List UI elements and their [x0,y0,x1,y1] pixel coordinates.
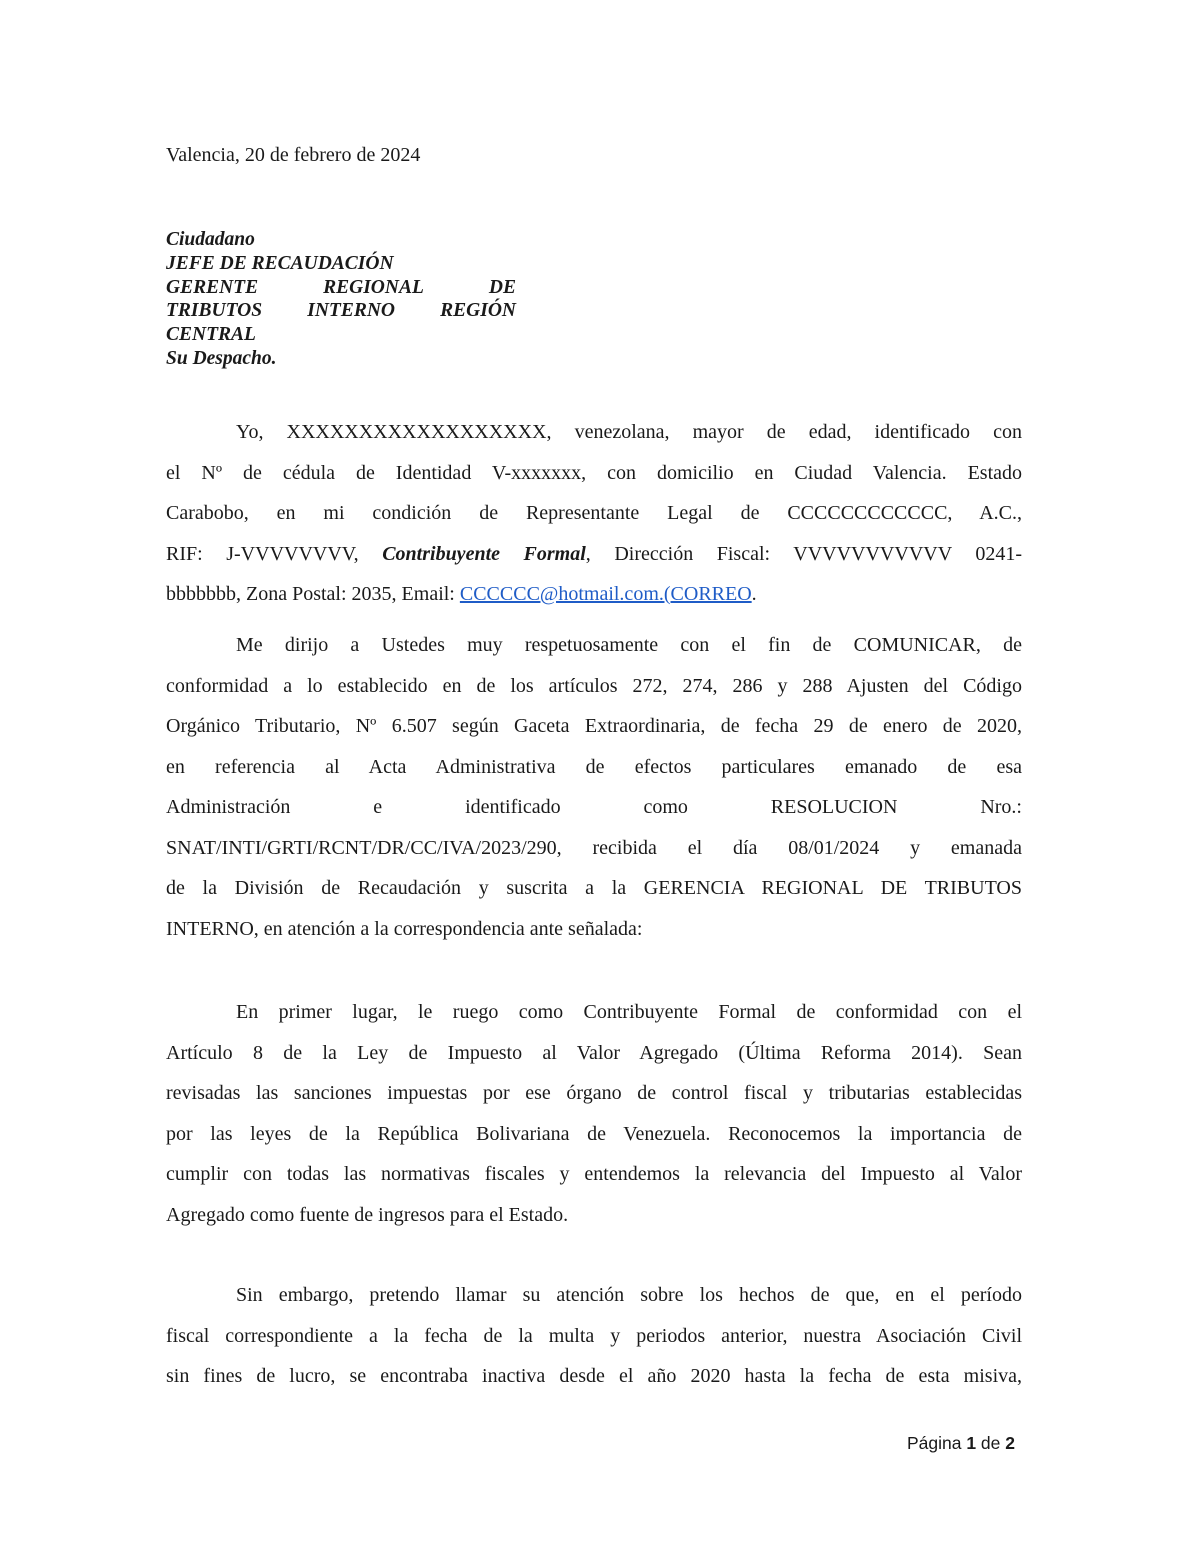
addressee-word: GERENTE [166,276,259,298]
paragraph-line: revisadas las sanciones impuestas por ese órgano de control fiscal y tributarias establecidas [166,1082,1022,1104]
addressee-word: REGIÓN [440,300,516,322]
footer-text: Página [906,1433,967,1453]
addressee-office-line2 [166,299,516,323]
paragraph-identification [166,412,1022,615]
paragraph-line: SNAT/INTI/GRTI/RCNT/DR/CC/IVA/2023/290, recibida el día 08/01/2024 y emanada [166,836,1022,859]
paragraph-line: Sin embargo, pretendo llamar su atención sobre los hechos de que, en el período [236,1284,1022,1306]
paragraph-line: Carabobo, en mi condición de Representante Legal de CCCCCCCCCCCC, A.C., [166,502,1022,524]
paragraph-line: conformidad a lo establecido en de los artículos 272, 274, 286 y 288 Ajusten del Código [166,674,1022,697]
current-page-number: 1 [966,1433,977,1453]
addressee-word: INTERNO [307,300,395,322]
page-number-footer [907,1433,1015,1454]
text-segment: RIF: J-VVVVVVVV, [166,542,383,565]
paragraph-line: Artículo 8 de la Ley de Impuesto al Valor Agregado (Última Reforma 2014). Sean [166,1041,1022,1064]
text-segment: bbbbbbb, Zona Postal: 2035, Email: [166,583,460,605]
paragraph-line: En primer lugar, le ruego como Contribuyente Formal de conformidad con el [236,1001,1022,1023]
paragraph-line: Orgánico Tributario, Nº 6.507 según Gaceta Extraordinaria, de fecha 29 de enero de 2020, [166,715,1022,737]
paragraph-line: Agregado como fuente de ingresos para el Estado. [166,1203,569,1226]
paragraph-line [166,534,1022,575]
paragraph-inactivity [166,1275,1022,1397]
paragraph-line: Yo, XXXXXXXXXXXXXXXXXX, venezolana, mayor de edad, identificado con [236,421,1022,443]
addressee-word: DE [488,276,516,298]
paragraph-line: Me dirijo a Ustedes muy respetuosamente con el fin de COMUNICAR, de [236,634,1022,656]
date-line: Valencia, 20 de febrero de 2024 [166,144,421,166]
paragraph-line: el Nº de cédula de Identidad V-xxxxxxx, con domicilio en Ciudad Valencia. Estado [166,461,1022,484]
paragraph-line: de la División de Recaudación y suscrita a la GERENCIA REGIONAL DE TRIBUTOS [166,877,1022,899]
addressee-word: REGIONAL [323,276,424,298]
paragraph-line: INTERNO, en atención a la correspondencia ante señalada: [166,917,643,940]
total-pages-number: 2 [1005,1433,1015,1453]
footer-text: de [976,1433,1006,1453]
addressee-title: Ciudadano [166,229,255,250]
paragraph-line: por las leyes de la República Bolivariana de Venezuela. Reconocemos la importancia de [166,1122,1022,1145]
paragraph-line: Administración e identificado como RESOLUCION Nro.: [166,796,1022,818]
paragraph-line: cumplir con todas las normativas fiscales y entendemos la relevancia del Impuesto al Valor [166,1163,1022,1185]
paragraph-line [166,574,1022,615]
addressee-office-line1 [166,276,516,300]
addressee-position: JEFE DE RECAUDACIÓN [166,252,394,274]
addressee-closing: Su Despacho. [166,347,277,369]
text-segment: . [751,583,757,605]
paragraph-line: en referencia al Acta Administrativa de efectos particulares emanado de esa [166,755,1022,778]
contribuyente-formal-label: Contribuyente Formal [382,542,586,565]
paragraph-line: sin fines de lucro, se encontraba inactiva desde el año 2020 hasta la fecha de esta misiva, [166,1365,1022,1387]
addressee-word: TRIBUTOS [166,300,263,322]
addressee-region: CENTRAL [166,324,256,346]
text-segment: , Dirección Fiscal: VVVVVVVVVVV 0241- [585,542,1022,565]
paragraph-request [166,992,1022,1235]
addressee-block [166,228,516,371]
email-link[interactable]: CCCCCC@hotmail.com.(CORREO [459,583,752,605]
paragraph-line: fiscal correspondiente a la fecha de la multa y periodos anterior, nuestra Asociación Civil [166,1324,1022,1347]
paragraph-communication [166,625,1022,949]
